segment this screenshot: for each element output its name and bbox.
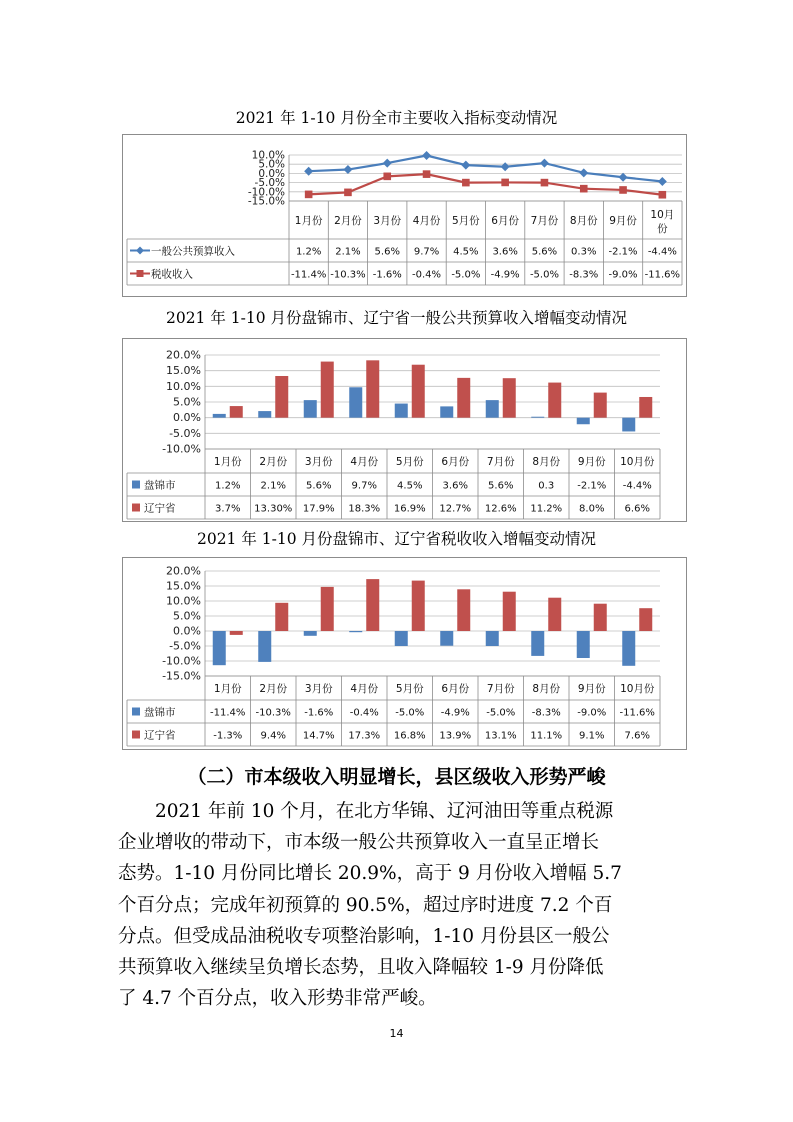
y-tick-label: -15.0% [247, 195, 285, 208]
category-label: 10月份 [620, 683, 655, 695]
legend-label: 一般公共预算收入 [151, 245, 235, 258]
category-label: 9月份 [577, 683, 606, 695]
body-line: 了 4.7 个百分点，收入形势非常严峻。 [118, 988, 437, 1010]
data-point [540, 159, 549, 168]
data-label: 9.4% [260, 730, 286, 742]
bar-panjin [622, 418, 635, 432]
data-label: 7.6% [624, 730, 650, 742]
bar-panjin [622, 631, 635, 666]
category-label: 5月份 [395, 456, 424, 468]
bar-panjin [486, 400, 499, 418]
data-point [304, 167, 313, 176]
data-label: 1.2% [295, 246, 322, 258]
legend-label: 盘锦市 [144, 479, 176, 492]
data-label: -5.0% [395, 707, 425, 719]
legend-label: 税收收入 [151, 268, 193, 281]
data-label: -4.9% [440, 707, 470, 719]
data-point [619, 173, 628, 182]
category-label: 3月份 [304, 683, 333, 695]
bar-liaoning [548, 383, 561, 418]
bar-liaoning [275, 603, 288, 631]
body-line: 分点。但受成品油税收专项整治影响，1-10 月份县区一般公 [118, 925, 610, 947]
data-point [344, 189, 352, 197]
bar-panjin [577, 631, 590, 658]
body-paragraph [118, 796, 684, 1014]
legend-label: 辽宁省 [144, 729, 176, 742]
bar-liaoning [503, 592, 516, 631]
data-label: 13.1% [484, 730, 517, 742]
y-tick-label: 5.0% [258, 158, 285, 171]
category-label: 6月份 [441, 683, 470, 695]
data-label: 11.1% [530, 730, 563, 742]
body-line: 企业增收的带动下，市本级一般公共预算收入一直呈正增长 [118, 832, 600, 854]
bar-panjin [304, 631, 317, 636]
chart-1-svg [123, 135, 686, 296]
data-label: -11.4% [290, 269, 327, 281]
bar-panjin [486, 631, 499, 646]
bar-liaoning [639, 608, 652, 631]
body-line: 个百分点；完成年初预算的 90.5%，超过序时进度 7.2 个百 [118, 894, 613, 916]
bar-panjin [213, 631, 226, 665]
category-label: 9月份 [577, 456, 606, 468]
data-point [619, 186, 627, 194]
legend-key [132, 481, 140, 489]
data-label: -8.3% [531, 707, 561, 719]
bar-liaoning [366, 579, 379, 631]
legend-key [137, 270, 144, 277]
page-number: 14 [389, 1027, 404, 1040]
category-label: 10月 [650, 209, 675, 221]
y-tick-label: -15.0% [162, 669, 201, 683]
data-point [541, 179, 549, 187]
bar-liaoning [457, 378, 470, 418]
bar-panjin [258, 631, 271, 662]
data-label: 16.8% [393, 730, 426, 742]
y-tick-label: -10.0% [162, 442, 201, 456]
data-point [462, 179, 470, 187]
bar-liaoning [366, 360, 379, 417]
chart-3-box [122, 557, 687, 750]
data-point [423, 170, 431, 178]
legend-key [132, 731, 140, 739]
data-label: 6.6% [624, 503, 650, 515]
category-label: 7月份 [530, 215, 559, 227]
data-label: -2.1% [577, 480, 607, 492]
chart-2-box [122, 338, 687, 522]
data-label: -10.3% [330, 269, 366, 281]
body-line: 态势。1-10 月份同比增长 20.9%，高于 9 月份收入增幅 5.7 [118, 863, 622, 885]
data-label: 11.2% [530, 503, 563, 515]
data-label: 3.6% [492, 246, 518, 258]
y-tick-label: 10.0% [166, 379, 201, 393]
chart-3-title: 2021 年 1-10 月份盘锦市、辽宁省税收收入增幅变动情况 [196, 530, 597, 548]
data-label: 8.0% [579, 503, 605, 515]
data-label: -9.0% [577, 707, 607, 719]
data-point [305, 191, 313, 199]
body-line: 2021 年前 10 个月，在北方华锦、辽河油田等重点税源 [118, 801, 614, 822]
data-label: -11.6% [619, 707, 655, 719]
data-label: 12.6% [484, 503, 517, 515]
data-point [658, 177, 667, 186]
body-line: 共预算收入继续呈负增长态势，且收入降幅较 1-9 月份降低 [118, 957, 604, 979]
section-heading: （二）市本级收入明显增长，县区级收入形势严峻 [187, 766, 606, 788]
category-label: 4月份 [412, 215, 441, 227]
y-tick-label: 15.0% [166, 579, 201, 593]
data-label: 14.7% [302, 730, 335, 742]
chart-1-box [122, 134, 687, 297]
data-label: 5.6% [531, 246, 558, 258]
data-label: -11.6% [644, 269, 681, 281]
y-tick-label: -5.0% [169, 426, 201, 440]
data-label: 1.2% [215, 480, 241, 492]
bar-liaoning [594, 604, 607, 631]
y-tick-label: 5.0% [173, 395, 201, 409]
data-label: 5.6% [374, 246, 400, 258]
data-label: 17.3% [348, 730, 381, 742]
data-point [461, 161, 470, 170]
category-label: 10月份 [620, 456, 655, 468]
y-tick-label: 5.0% [173, 609, 201, 623]
bar-panjin [304, 400, 317, 418]
data-label: 2.1% [335, 246, 361, 258]
bar-liaoning [321, 587, 334, 631]
category-label: 4月份 [350, 683, 379, 695]
data-label: -4.9% [490, 269, 520, 281]
bar-panjin [395, 404, 408, 418]
data-label: -0.4% [412, 269, 442, 281]
category-label: 8月份 [532, 683, 561, 695]
bar-panjin [258, 411, 271, 418]
data-point [580, 185, 588, 193]
bar-liaoning [639, 397, 652, 418]
bar-liaoning [548, 598, 561, 631]
legend-key [136, 247, 144, 255]
data-label: 12.7% [439, 503, 472, 515]
data-label: 17.9% [302, 503, 335, 515]
data-label: -9.0% [608, 269, 638, 281]
chart-3-svg [123, 558, 686, 749]
category-label: 1月份 [213, 683, 242, 695]
bar-liaoning [230, 406, 243, 418]
y-tick-label: 20.0% [166, 348, 201, 362]
bar-panjin [577, 418, 590, 425]
bar-panjin [213, 414, 226, 418]
category-label: 8月份 [532, 456, 561, 468]
legend-label: 辽宁省 [144, 502, 176, 515]
data-label: 9.7% [351, 480, 377, 492]
category-label: 3月份 [304, 456, 333, 468]
bar-liaoning [412, 581, 425, 631]
category-label: 2月份 [259, 683, 288, 695]
data-point [659, 191, 667, 199]
legend-key [132, 504, 140, 512]
legend-key [132, 708, 140, 716]
y-tick-label: 15.0% [166, 364, 201, 378]
data-label: 5.6% [306, 480, 332, 492]
y-tick-label: -5.0% [169, 639, 201, 653]
data-label: -4.4% [647, 246, 677, 258]
bar-liaoning [412, 365, 425, 418]
data-point [343, 165, 352, 174]
data-label: -1.3% [213, 730, 243, 742]
category-label: 9月份 [609, 215, 637, 227]
category-label: 2月份 [334, 215, 362, 227]
data-label: -11.4% [210, 707, 246, 719]
bar-liaoning [594, 393, 607, 418]
y-tick-label: 0.0% [173, 411, 201, 425]
data-label: -10.3% [255, 707, 291, 719]
data-point [422, 151, 431, 160]
y-tick-label: -10.0% [247, 186, 285, 199]
data-point [383, 159, 392, 168]
bar-panjin [349, 631, 362, 632]
y-tick-label: 20.0% [166, 564, 201, 578]
data-point [579, 168, 588, 177]
data-label: 16.9% [393, 503, 426, 515]
data-label: 4.5% [453, 246, 479, 258]
category-label: 3月份 [373, 215, 402, 227]
y-tick-label: 0.0% [258, 167, 285, 180]
bar-liaoning [275, 376, 288, 418]
data-label: -2.1% [608, 246, 638, 258]
data-label: 5.6% [488, 480, 514, 492]
bar-panjin [440, 631, 453, 646]
data-label: -5.0% [451, 269, 481, 281]
data-label: 4.5% [397, 480, 423, 492]
bar-liaoning [457, 589, 470, 631]
data-point [501, 162, 510, 171]
data-label: -0.4% [349, 707, 379, 719]
data-point [383, 173, 391, 181]
data-label: -4.4% [622, 480, 652, 492]
data-label: 3.7% [215, 503, 241, 515]
legend-label: 盘锦市 [144, 706, 176, 719]
category-label: 份 [657, 223, 668, 235]
bar-panjin [531, 631, 544, 656]
category-label: 7月份 [486, 683, 515, 695]
chart-2-title: 2021 年 1-10 月份盘锦市、辽宁省一般公共预算收入增幅变动情况 [165, 309, 628, 327]
bar-liaoning [230, 631, 243, 635]
chart-2-svg [123, 339, 686, 521]
bar-panjin [440, 406, 453, 417]
category-label: 2月份 [259, 456, 288, 468]
bar-panjin [395, 631, 408, 646]
data-label: 9.1% [579, 730, 605, 742]
data-label: 0.3 [538, 480, 555, 492]
data-label: 0.3% [571, 246, 597, 258]
y-tick-label: 0.0% [173, 624, 201, 638]
category-label: 5月份 [452, 215, 480, 227]
data-label: 13.9% [439, 730, 472, 742]
category-label: 8月份 [569, 215, 598, 227]
data-label: -1.6% [372, 269, 402, 281]
category-label: 5月份 [395, 683, 424, 695]
data-label: 18.3% [348, 503, 381, 515]
data-label: 13.30% [254, 503, 293, 515]
data-label: -1.6% [304, 707, 334, 719]
category-label: 4月份 [350, 456, 379, 468]
data-point [501, 179, 509, 187]
data-label: -8.3% [569, 269, 599, 281]
chart-1-title: 2021 年 1-10 月份全市主要收入指标变动情况 [235, 109, 558, 127]
y-tick-label: -10.0% [162, 654, 201, 668]
y-tick-label: 10.0% [251, 149, 285, 162]
category-label: 6月份 [491, 215, 519, 227]
data-label: -5.0% [529, 269, 559, 281]
category-label: 6月份 [441, 456, 470, 468]
bar-panjin [531, 417, 544, 418]
data-label: 3.6% [442, 480, 468, 492]
data-label: 9.7% [413, 246, 440, 258]
category-label: 1月份 [213, 456, 242, 468]
category-label: 1月份 [294, 215, 323, 227]
bar-liaoning [321, 362, 334, 418]
y-tick-label: -5.0% [254, 177, 285, 190]
bar-liaoning [503, 378, 516, 417]
data-label: 2.1% [260, 480, 286, 492]
bar-panjin [349, 387, 362, 417]
series-line-0 [309, 156, 663, 182]
y-tick-label: 10.0% [166, 594, 201, 608]
category-label: 7月份 [486, 456, 515, 468]
data-label: -5.0% [486, 707, 516, 719]
